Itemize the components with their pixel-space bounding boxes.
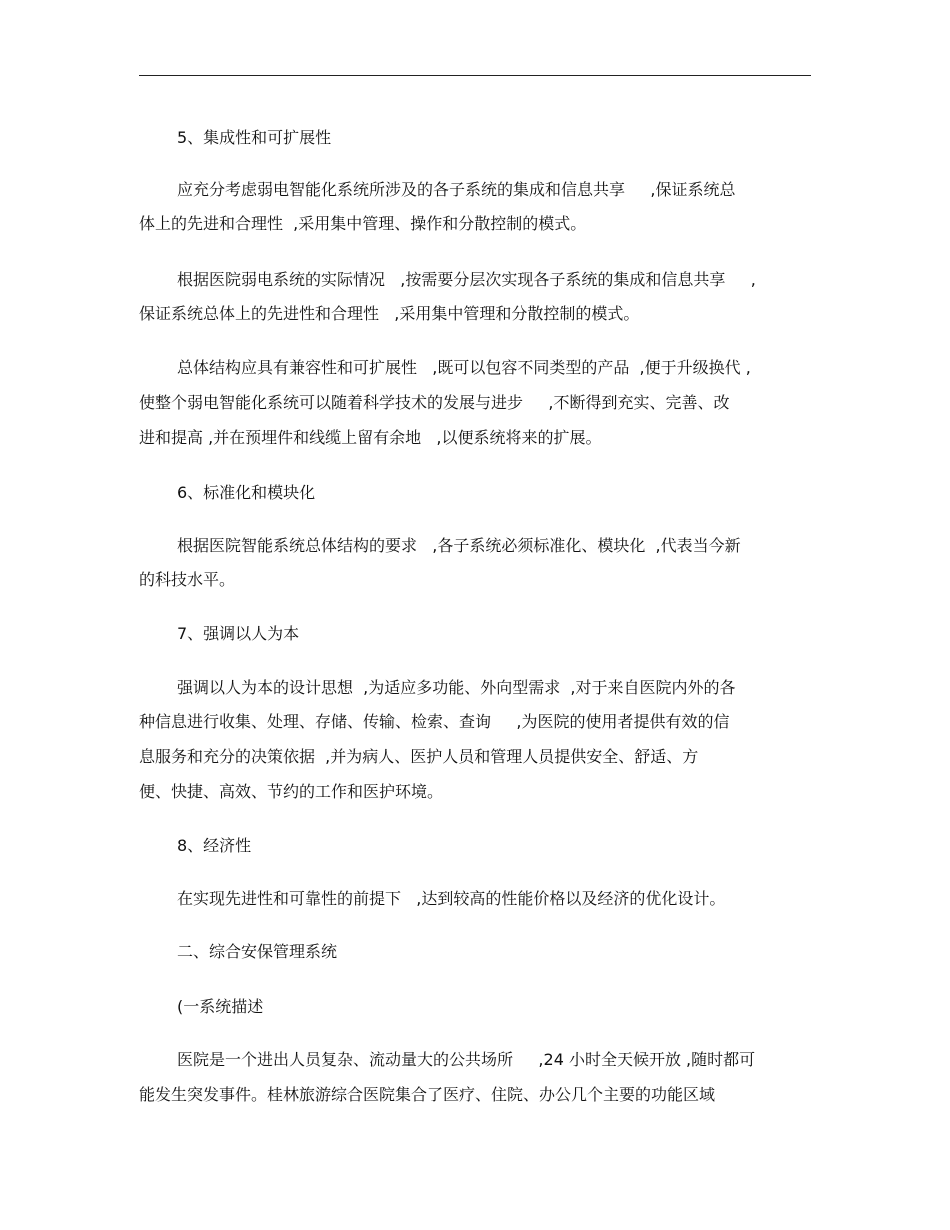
heading-people-oriented: 7、强调以人为本 (177, 624, 300, 643)
heading-integration: 5、集成性和可扩展性 (177, 128, 332, 147)
paragraph-line: 的科技水平。 (139, 570, 236, 589)
paragraph-line: 应充分考虑弱电智能化系统所涉及的各子系统的集成和信息共享 ,保证系统总 (177, 180, 736, 199)
paragraph-line: 总体结构应具有兼容性和可扩展性 ,既可以包容不同类型的产品 ,便于升级换代 , (177, 358, 751, 377)
heading-economy: 8、经济性 (177, 836, 252, 855)
paragraph-line: 种信息进行收集、处理、存储、传输、检索、查询 ,为医院的使用者提供有效的信 (139, 712, 730, 731)
paragraph-line: 息服务和充分的决策依据 ,并为病人、医护人员和管理人员提供安全、舒适、方 (139, 747, 699, 766)
heading-standardization: 6、标准化和模块化 (177, 483, 316, 502)
header-rule (139, 75, 811, 76)
paragraph-line: 便、快捷、高效、节约的工作和医护环境。 (139, 782, 444, 801)
paragraph-line: 在实现先进性和可靠性的前提下 ,达到较高的性能价格以及经济的优化设计。 (177, 889, 726, 908)
paragraph-line: 医院是一个进出人员复杂、流动量大的公共场所 ,24 小时全天候开放 ,随时都可 (177, 1050, 756, 1069)
heading-system-description: (一系统描述 (177, 997, 264, 1016)
paragraph-line: 强调以人为本的设计思想 ,为适应多功能、外向型需求 ,对于来自医院内外的各 (177, 678, 736, 697)
heading-security-system: 二、综合安保管理系统 (177, 942, 338, 961)
paragraph-line: 进和提高 ,并在预埋件和线缆上留有余地 ,以便系统将来的扩展。 (139, 428, 602, 447)
paragraph-line: 根据医院智能系统总体结构的要求 ,各子系统必须标准化、模块化 ,代表当今新 (177, 536, 741, 555)
paragraph-line: 体上的先进和合理性 ,采用集中管理、操作和分散控制的模式。 (139, 214, 587, 233)
paragraph-line: 保证系统总体上的先进性和合理性 ,采用集中管理和分散控制的模式。 (139, 304, 640, 323)
paragraph-line: 能发生突发事件。桂林旅游综合医院集合了医疗、住院、办公几个主要的功能区域 (139, 1085, 716, 1104)
paragraph-line: 根据医院弱电系统的实际情况 ,按需要分层次实现各子系统的集成和信息共享 , (177, 270, 756, 289)
paragraph-line: 使整个弱电智能化系统可以随着科学技术的发展与进步 ,不断得到充实、完善、改 (139, 393, 730, 412)
